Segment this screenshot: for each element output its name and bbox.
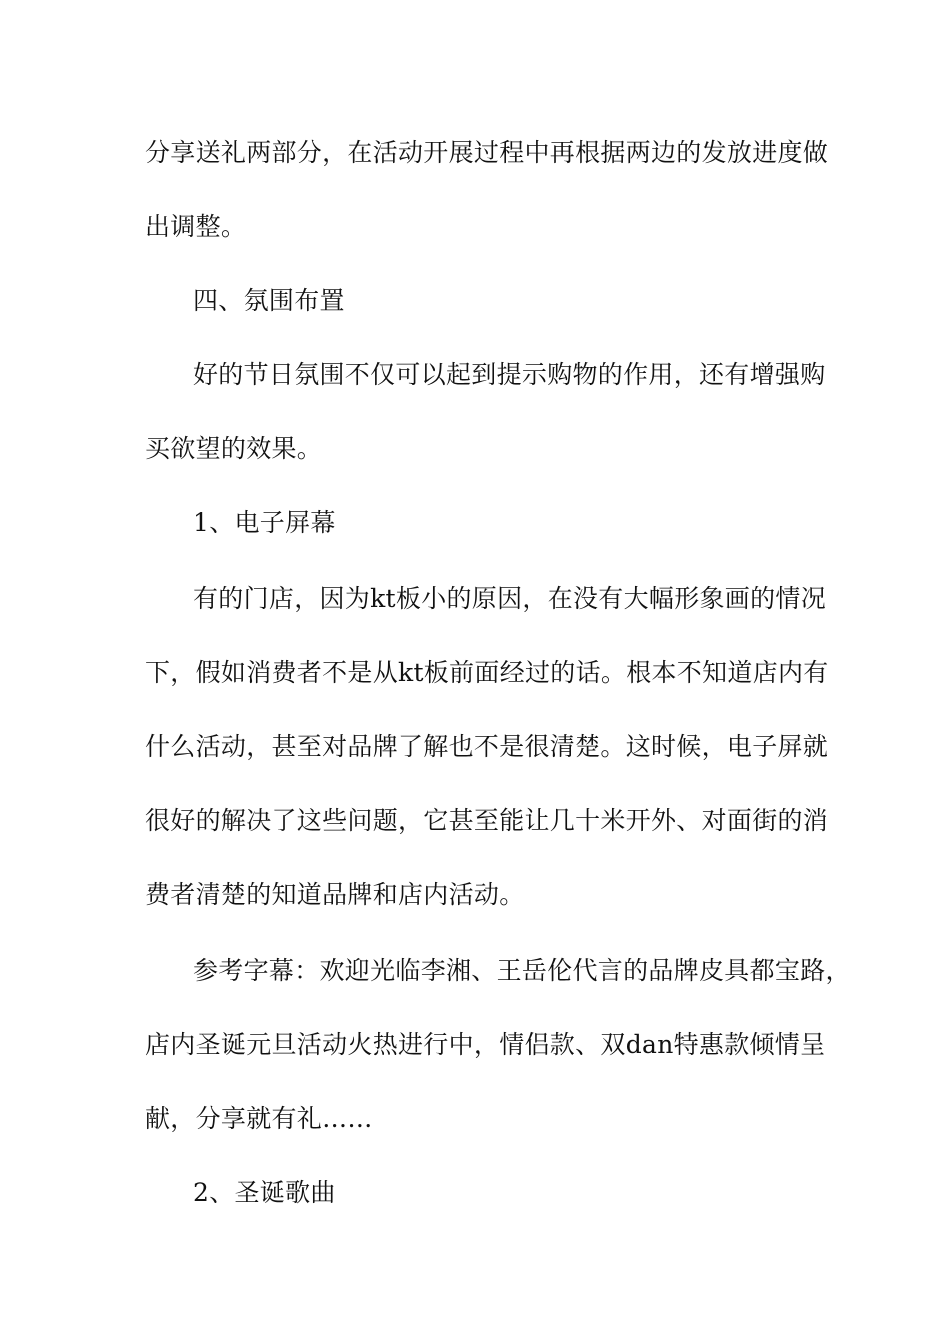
paragraph-line: 下，假如消费者不是从kt板前面经过的话。根本不知道店内有	[145, 658, 829, 687]
paragraph-line: 有的门店，因为kt板小的原因，在没有大幅形象画的情况	[193, 584, 826, 613]
paragraph-line: 店内圣诞元旦活动火热进行中，情侣款、双dan特惠款倾情呈	[145, 1030, 826, 1059]
paragraph-line: 很好的解决了这些问题，它甚至能让几十米开外、对面街的消	[145, 806, 829, 835]
section-heading: 四、氛围布置	[193, 286, 345, 315]
paragraph-line: 费者清楚的知道品牌和店内活动。	[145, 880, 525, 909]
paragraph-line: 参考字幕：欢迎光临李湘、王岳伦代言的品牌皮具都宝路，	[193, 956, 851, 985]
paragraph-line: 出调整。	[145, 212, 247, 241]
paragraph-line: 献，分享就有礼……	[145, 1104, 373, 1133]
paragraph-line: 好的节日氛围不仅可以起到提示购物的作用，还有增强购	[193, 360, 826, 389]
paragraph-line: 什么活动，甚至对品牌了解也不是很清楚。这时候，电子屏就	[145, 732, 829, 761]
subsection-heading: 1、电子屏幕	[193, 508, 336, 537]
subsection-heading: 2、圣诞歌曲	[193, 1178, 336, 1207]
paragraph-line: 分享送礼两部分，在活动开展过程中再根据两边的发放进度做	[145, 138, 829, 167]
paragraph-line: 买欲望的效果。	[145, 434, 323, 463]
